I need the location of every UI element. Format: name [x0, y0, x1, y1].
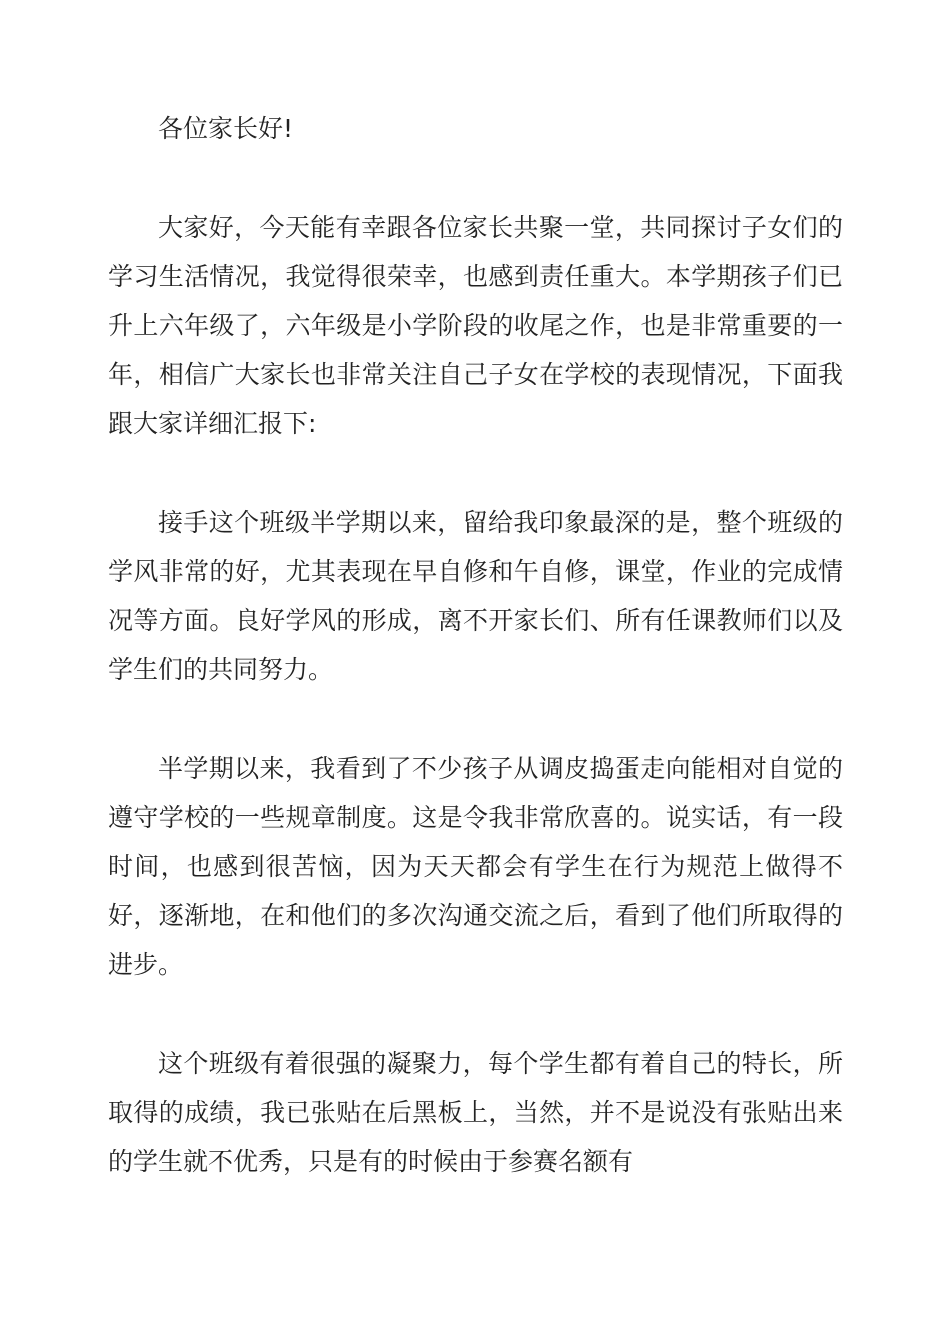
greeting-paragraph: 各位家长好!: [158, 114, 294, 143]
body-paragraph: 大家好，今天能有幸跟各位家长共聚一堂，共同探讨子女们的学习生活情况，我觉得很荣幸，也感到责任重大。本学期孩子们已升上六年级了，六年级是小学阶段的收尾之作，也是非常重要的一年，相信广大家长也非常关注自己子女在学校的表现情况，下面我跟大家详细汇报下:: [108, 213, 843, 438]
body-paragraph: 这个班级有着很强的凝聚力，每个学生都有着自己的特长，所取得的成绩，我已张贴在后黑板上，当然，并不是说没有张贴出来的学生就不优秀，只是有的时候由于参赛名额有: [108, 1049, 843, 1176]
body-paragraph: 接手这个班级半学期以来，留给我印象最深的是，整个班级的学风非常的好，尤其表现在早自修和午自修，课堂，作业的完成情况等方面。良好学风的形成，离不开家长们、所有任课教师们以及学生们的共同努力。: [108, 508, 843, 684]
document-body: [108, 104, 843, 1236]
body-paragraph: 半学期以来，我看到了不少孩子从调皮捣蛋走向能相对自觉的遵守学校的一些规章制度。这是令我非常欣喜的。说实话，有一段时间，也感到很苦恼，因为天天都会有学生在行为规范上做得不好，逐渐地，在和他们的多次沟通交流之后，看到了他们所取得的进步。: [108, 754, 843, 979]
